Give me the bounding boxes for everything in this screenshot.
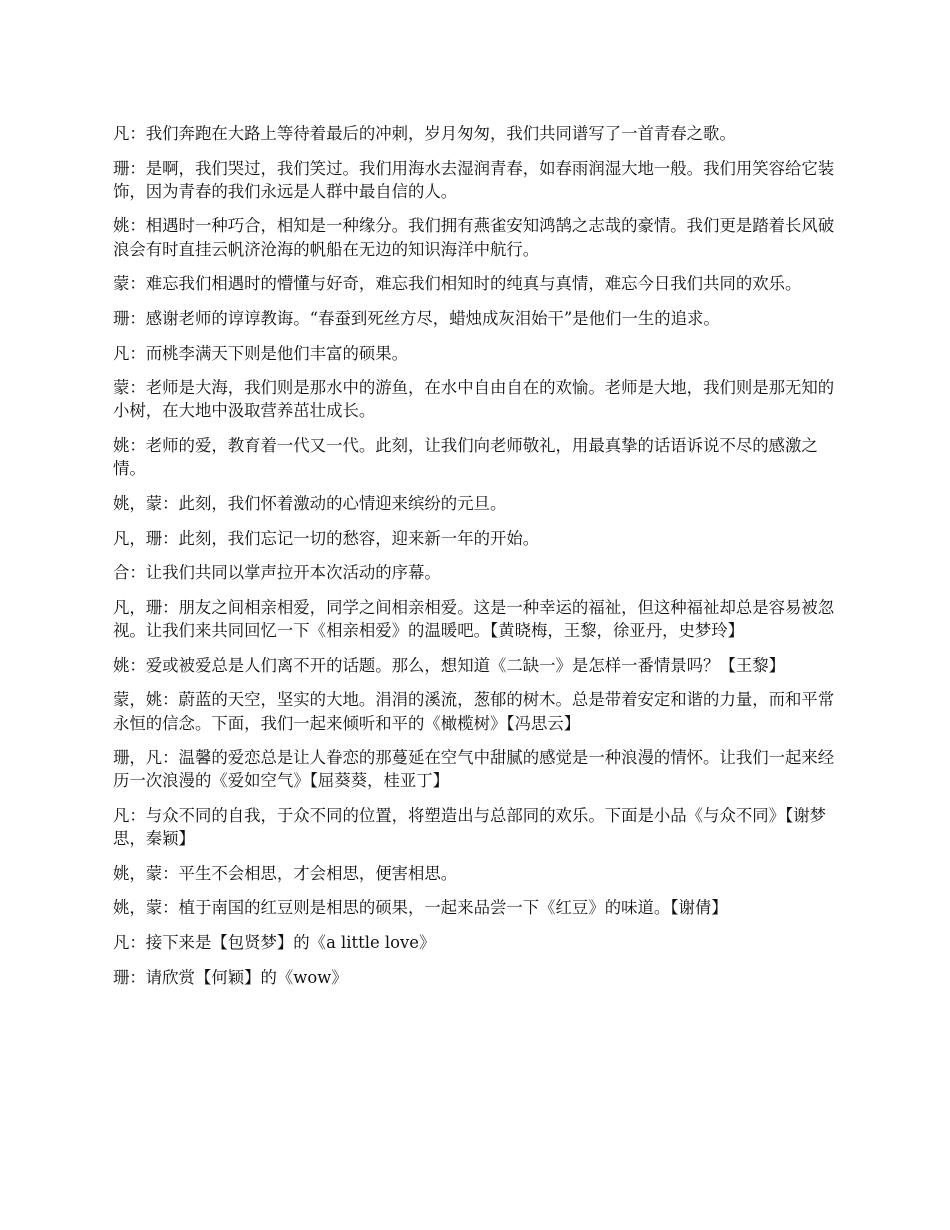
script-line: 蒙，姚：蔚蓝的天空，坚实的大地。涓涓的溪流，葱郁的树木。总是带着安定和谐的力量，而和平常永恒的信念。下面，我们一起来倾听和平的《橄榄树》【冯思云】: [113, 690, 835, 733]
script-line: 姚，蒙：此刻，我们怀着激动的心情迎来缤纷的元旦。: [113, 493, 507, 513]
script-line: 蒙：老师是大海，我们则是那水中的游鱼，在水中自由自在的欢愉。老师是大地，我们则是那无知的小树，在大地中汲取营养茁壮成长。: [113, 378, 835, 421]
script-line: 珊：感谢老师的谆谆教诲。“春蚕到死丝方尽，蜡烛成灰泪始干”是他们一生的追求。: [113, 308, 720, 328]
script-line: 姚，蒙：平生不会相思，才会相思，便害相思。: [113, 863, 458, 883]
script-line: 姚：相遇时一种巧合，相知是一种缘分。我们拥有燕雀安知鸿鹄之志哉的豪情。我们更是踏着长风破浪会有时直挂云帆济沧海的帆船在无边的知识海洋中航行。: [113, 216, 835, 259]
script-line: 凡：与众不同的自我，于众不同的位置，将塑造出与总部同的欢乐。下面是小品《与众不同》【谢梦思，秦颖】: [113, 805, 826, 849]
script-line: 姚：老师的爱，教育着一代又一代。此刻，让我们向老师敬礼，用最真挚的话语诉说不尽的感激之情。: [113, 436, 818, 479]
script-line: 合：让我们共同以掌声拉开本次活动的序幕。: [113, 563, 441, 583]
document-body: [113, 122, 840, 1001]
script-line: 珊，凡：温馨的爱恋总是让人眷恋的那蔓延在空气中甜腻的感觉是一种浪漫的情怀。让我们一起来经历一次浪漫的《爱如空气》【屈葵葵，桂亚丁】: [113, 748, 835, 791]
script-line: 凡，珊：朋友之间相亲相爱，同学之间相亲相爱。这是一种幸运的福祉，但这种福祉却总是容易被忽视。让我们来共同回忆一下《相亲相爱》的温暖吧。【黄晓梅，王黎，徐亚丹，史梦玲】: [113, 597, 835, 641]
script-line: 凡，珊：此刻，我们忘记一切的愁容，迎来新一年的开始。: [113, 528, 540, 548]
script-line: 凡：接下来是【包贤梦】的《a little love》: [113, 933, 436, 953]
script-line: 姚：爱或被爱总是人们离不开的话题。那么，想知道《二缺一》是怎样一番情景吗？【王黎】: [113, 655, 786, 675]
script-line: 姚，蒙：植于南国的红豆则是相思的硕果，一起来品尝一下《红豆》的味道。【谢倩】: [113, 898, 728, 918]
script-line: 凡：而桃李满天下则是他们丰富的硕果。: [113, 343, 409, 363]
script-line: 凡：我们奔跑在大路上等待着最后的冲刺，岁月匆匆，我们共同谱写了一首青春之歌。: [113, 124, 736, 143]
script-line: 珊：请欣赏【何颖】的《wow》: [113, 967, 348, 987]
script-line: 珊：是啊，我们哭过，我们笑过。我们用海水去湿润青春，如春雨润湿大地一般。我们用笑容给它装饰，因为青春的我们永远是人群中最自信的人。: [113, 158, 835, 201]
script-line: 蒙：难忘我们相遇时的懵懂与好奇，难忘我们相知时的纯真与真情，难忘今日我们共同的欢乐。: [113, 274, 802, 294]
